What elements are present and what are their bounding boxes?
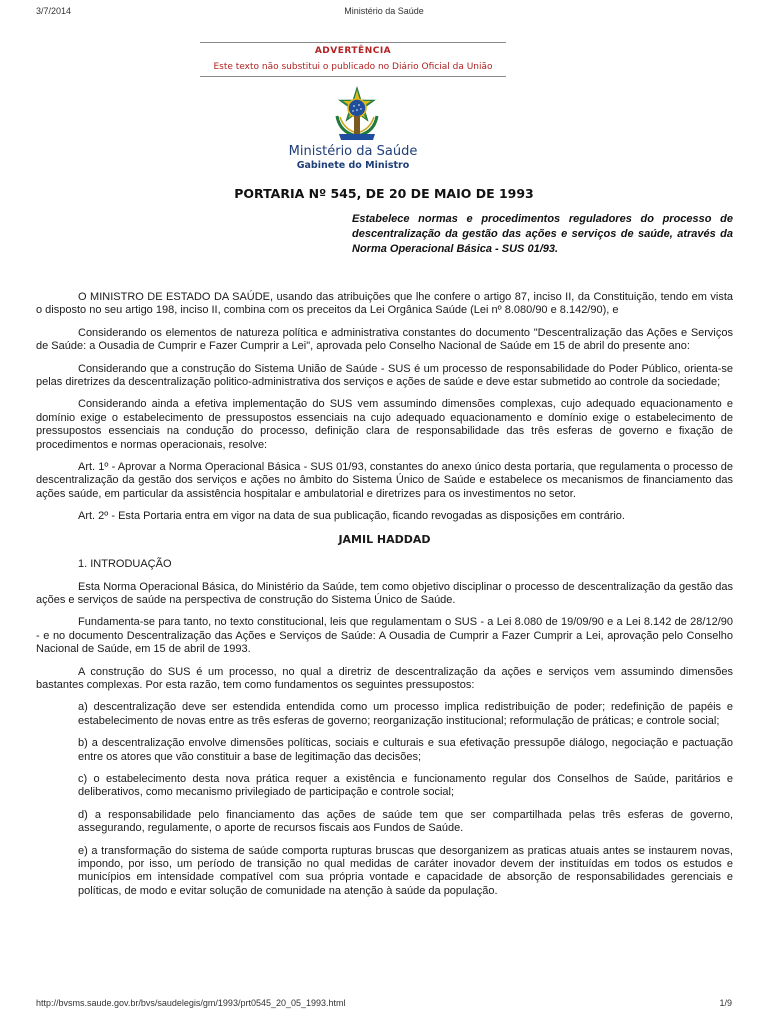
section-title: 1. INTRODUAÇÃO: [78, 558, 172, 571]
warning-text: Este texto não substitui o publicado no Diário Oficial da União: [213, 62, 493, 72]
emblem-ribbon: [339, 134, 375, 140]
print-header: [36, 6, 732, 20]
signature: JAMIL HADDAD: [338, 532, 431, 546]
list-item: b) a descentralização envolve dimensões políticas, sociais e culturais e sua efetivação pressupõe diálogo, negociação e pactuação entre os atores que vão constituir a base de legitimação das decisões;: [78, 737, 733, 763]
document-body: [36, 291, 733, 907]
warning-title: ADVERTÊNCIA: [314, 46, 392, 56]
intro-paragraph: A construção do SUS é um processo, no qual a diretriz de descentralização da ações e serviços vem assumindo dimensões bastantes complexas. Por esta razão, tem como fundamentos os seguintes pressupostos:: [36, 665, 733, 691]
list-item: d) a responsabilidade pelo financiamento das ações de saúde tem que ser compartilhada pelas três esferas de governo, assegurando, regulamente, o aporte de recursos fiscais aos Fundos de Saúde.: [78, 808, 733, 835]
ministry-header: [240, 144, 466, 172]
print-title: Ministério da Saúde: [344, 6, 424, 16]
ementa: Estabelece normas e procedimentos reguladores do processo de descentralização da gestão das ações e serviços de saúde, através da Norma Operacional Básica - SUS 01/93.: [352, 213, 733, 255]
intro-paragraph: Esta Norma Operacional Básica, do Ministério da Saúde, tem como objetivo disciplinar o processo de descentralização da gestão das ações e serviços de saúde na perspectiva de construção do Sistema Único de Saúde.: [36, 580, 733, 606]
emblem-sword: [354, 116, 360, 136]
paragraph: Art. 2º - Esta Portaria entra em vigor na data de sua publicação, ficando revogadas as disposições em contrário.: [78, 510, 625, 523]
brazil-coat-of-arms-icon: [331, 86, 383, 142]
paragraph: Art. 1º - Aprovar a Norma Operacional Básica - SUS 01/93, constantes do anexo único desta portaria, que regulamenta o processo de descentralização da gestão dos serviços e ações no âmbito do Sistema Único de Saúde e estabelece os mecanismos de financiamento das ações saúde, em particular da assistência hospitalar e ambulatorial e diretrizes para os investimentos no setor.: [36, 461, 733, 500]
print-date: 3/7/2014: [36, 6, 72, 16]
print-footer: [36, 998, 732, 1012]
ministry-name: Ministério da Saúde: [288, 144, 418, 159]
paragraph: Considerando que a construção do Sistema União de Saúde - SUS é um processo de responsabilidade do Poder Público, orienta-se pelas diretrizes da descentralização politico-administrativa dos serviços e ações de saúde e deve estar submetido ao controle da sociedade;: [36, 362, 733, 389]
intro-paragraph: Fundamenta-se para tanto, no texto constitucional, leis que regulamentam o SUS - a Lei 8.080 de 19/09/90 e a Lei 8.142 de 28/12/90 - e no documento Descentralização das Ações e Serviços de Saúde: A Ousadia de Cumprir a Fazer Cumprir a Lei, aprovação pelo Conselho Nacional de Saúde, em 15 de abril de 1993.: [36, 616, 733, 656]
ministry-subtitle: Gabinete do Ministro: [296, 160, 410, 171]
page-number: 1/9: [719, 998, 732, 1008]
paragraph: O MINISTRO DE ESTADO DA SAÚDE, usando das atribuições que lhe confere o artigo 87, inciso II, da Constituição, tendo em vista o disposto no seu artigo 198, inciso II, combina com os preceitos da Lei Orgânica Saúde (Lei nº 8.080/90 e 8.142/90), e: [36, 291, 733, 317]
paragraph: Considerando ainda a efetiva implementação do SUS vem assumindo dimensões complexas, cujo adequado equacionamento e domínio exige o estabelecimento de pressupostos essenciais na cujo adequado equacionamento e domínio exige o estabelecimento de pressupostos essenciais na condução do processo, definição clara de responsabilidade das três esferas de governo e fixação de procedimentos e normas operacionais, resolve:: [36, 398, 733, 451]
print-url: http://bvsms.saude.gov.br/bvs/saudelegis/gm/1993/prt0545_20_05_1993.html: [36, 998, 346, 1008]
list-item: c) o estabelecimento desta nova prática requer a existência e funcionamento regular dos Conselhos de Saúde, paritários e deliberativos, como mecanismo privilegiado de participação e controle social;: [78, 772, 733, 799]
list-item: e) a transformação do sistema de saúde comporta rupturas bruscas que desorganizem as praticas atuais antes se instaurem novas, impondo, por isso, um período de transição no qual medidas de caráter inovador devem der instituídas em todos os estudos e municípios em intensidade compatível com sua própria vontade e capacidade de absorção de responsabilidades gerenciais e políticas, de modo e evitar solução de comunidade na atenção à saúde da população.: [78, 844, 733, 897]
emblem-circle: [348, 99, 366, 117]
warning-box: [200, 42, 506, 77]
list-item: a) descentralização deve ser estendida entendida como um processo implica redistribuição de poder; redefinição de papéis e estabelecimento de novas entre as três esferas de governo; reorganização institucional; reformulação de práticas; e controle social;: [78, 701, 733, 727]
portaria-title: PORTARIA Nº 545, DE 20 DE MAIO DE 1993: [234, 186, 534, 201]
paragraph: Considerando os elementos de natureza política e administrativa constantes do documento "Descentralização das Ações e Serviços de Saúde: a Ousadia de Cumprir e Fazer Cumprir a Lei", aprovada pelo Conselho Nacional de Saúde em 15 de abril do presente ano:: [36, 326, 733, 353]
